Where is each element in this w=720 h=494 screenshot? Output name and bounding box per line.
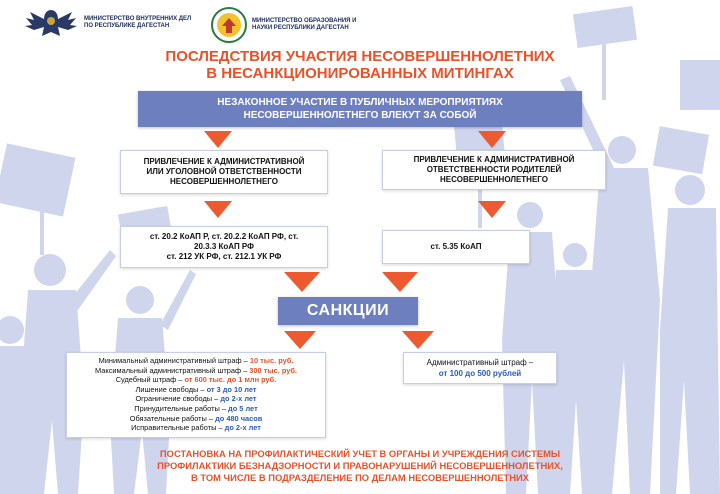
- arrow-from-sanctions-right: [402, 331, 434, 349]
- right-resp-line-3: НЕСОВЕРШЕННОЛЕТНЕГО: [440, 175, 548, 184]
- arrow-to-sanctions-left: [284, 272, 320, 292]
- banner-line-2: НЕСОВЕРШЕННОЛЕТНЕГО ВЛЕКУТ ЗА СОБОЙ: [243, 110, 477, 121]
- sanction-text: Судебный штраф –: [115, 375, 185, 385]
- sanction-value: от 3 до 10 лет: [206, 384, 257, 394]
- left-articles-line-2: 20.3.3 КоАП РФ: [194, 242, 254, 251]
- sanction-value: 300 тыс. руб.: [249, 365, 297, 375]
- right-resp-line-2: ОТВЕТСТВЕННОСТИ РОДИТЕЛЕЙ: [426, 165, 562, 174]
- arrow-down-left-1: [204, 131, 232, 148]
- sanction-text: Максимальный административный штраф –: [95, 365, 250, 375]
- sanction-value: до 2-х лет: [220, 394, 257, 404]
- sanction-text: Исправительные работы –: [131, 423, 225, 433]
- header-left: [22, 6, 194, 40]
- footer-note: [100, 448, 620, 484]
- title-line-1: ПОСЛЕДСТВИЯ УЧАСТИЯ НЕСОВЕРШЕННОЛЕТНИХ: [165, 48, 555, 65]
- sanction-item: [67, 423, 325, 433]
- left-articles-box: [120, 226, 328, 268]
- footer-line-3: В ТОМ ЧИСЛЕ В ПОДРАЗДЕЛЕНИЕ ПО ДЕЛАМ НЕСОВЕРШЕННОЛЕТНИХ: [190, 472, 530, 483]
- sanction-item: [67, 385, 325, 395]
- sanctions-label: САНКЦИИ: [278, 297, 418, 325]
- right-responsibility-box: [382, 150, 606, 190]
- sanction-item: [67, 366, 325, 376]
- arrow-down-left-2: [204, 201, 232, 218]
- sanction-item: [67, 414, 325, 424]
- parent-sanctions-box: [403, 352, 557, 384]
- left-resp-line-3: НЕСОВЕРШЕННОЛЕТНЕГО: [170, 177, 278, 186]
- right-articles-box: [382, 230, 530, 264]
- arrow-from-sanctions-left: [284, 331, 316, 349]
- sanction-text: Минимальный административный штраф –: [98, 356, 250, 365]
- mvd-eagle-emblem-icon: [22, 6, 80, 40]
- sanction-item: [67, 394, 325, 404]
- sanction-text: Принудительные работы –: [134, 403, 229, 413]
- arrow-down-right-2: [478, 201, 506, 218]
- arrow-down-right-1: [478, 131, 506, 148]
- right-resp-line-1: ПРИВЛЕЧЕНИЕ К АДМИНИСТРАТИВНОЙ: [413, 155, 575, 164]
- parent-sanction-text: Административный штраф –: [426, 358, 534, 367]
- left-articles-line-1: ст. 20.2 КоАП Р, ст. 20.2.2 КоАП РФ, ст.: [149, 232, 299, 241]
- footer-line-2: ПРОФИЛАКТИКИ БЕЗНАДЗОРНОСТИ И ПРАВОНАРУШЕНИЙ НЕСОВЕРШЕННОЛЕТНИХ,: [157, 460, 563, 471]
- sanction-item: [67, 356, 325, 366]
- page-title: [110, 48, 610, 82]
- sanction-value: от 600 тыс. до 1 млн руб.: [184, 375, 277, 385]
- header-right: [210, 6, 362, 44]
- title-line-2: В НЕСАНКЦИОНИРОВАННЫХ МИТИНГАХ: [206, 65, 514, 82]
- sanction-item: [67, 404, 325, 414]
- banner-line-1: НЕЗАКОННОЕ УЧАСТИЕ В ПУБЛИЧНЫХ МЕРОПРИЯТИЯХ: [217, 97, 503, 108]
- left-articles-line-3: ст. 212 УК РФ, ст. 212.1 УК РФ: [166, 252, 282, 261]
- sanction-text: Ограничение свободы –: [135, 394, 221, 404]
- mvd-org-name: МИНИСТЕРСТВО ВНУТРЕННИХ ДЕЛ ПО РЕСПУБЛИКЕ ДАГЕСТАН: [84, 16, 192, 29]
- main-banner: [138, 91, 582, 127]
- sanction-value: до 480 часов: [215, 413, 263, 423]
- sanction-value: до 5 лет: [228, 403, 258, 413]
- sanction-value: до 2-х лет: [224, 423, 261, 433]
- minor-sanctions-box: [66, 352, 326, 438]
- footer-line-1: ПОСТАНОВКА НА ПРОФИЛАКТИЧЕСКИЙ УЧЕТ В ОРГАНЫ И УЧРЕЖДЕНИЯ СИСТЕМЫ: [159, 448, 561, 459]
- education-ministry-org-name: МИНИСТЕРСТВО ОБРАЗОВАНИЯ И НАУКИ РЕСПУБЛИКИ ДАГЕСТАН: [252, 18, 357, 31]
- arrow-to-sanctions-right: [382, 272, 418, 292]
- left-responsibility-box: [120, 150, 328, 194]
- sanction-text: Лишение свободы –: [135, 384, 207, 394]
- sanction-item: [67, 375, 325, 385]
- parent-sanction-value: от 100 до 500 рублей: [438, 369, 522, 378]
- right-articles-text: ст. 5.35 КоАП: [430, 242, 482, 251]
- education-ministry-emblem-icon: [210, 6, 248, 44]
- left-resp-line-2: ИЛИ УГОЛОВНОЙ ОТВЕТСТВЕННОСТИ: [146, 167, 302, 176]
- sanction-text: Обязательные работы –: [129, 413, 216, 423]
- sanction-value: 10 тыс. руб.: [249, 356, 294, 365]
- left-resp-line-1: ПРИВЛЕЧЕНИЕ К АДМИНИСТРАТИВНОЙ: [143, 157, 305, 166]
